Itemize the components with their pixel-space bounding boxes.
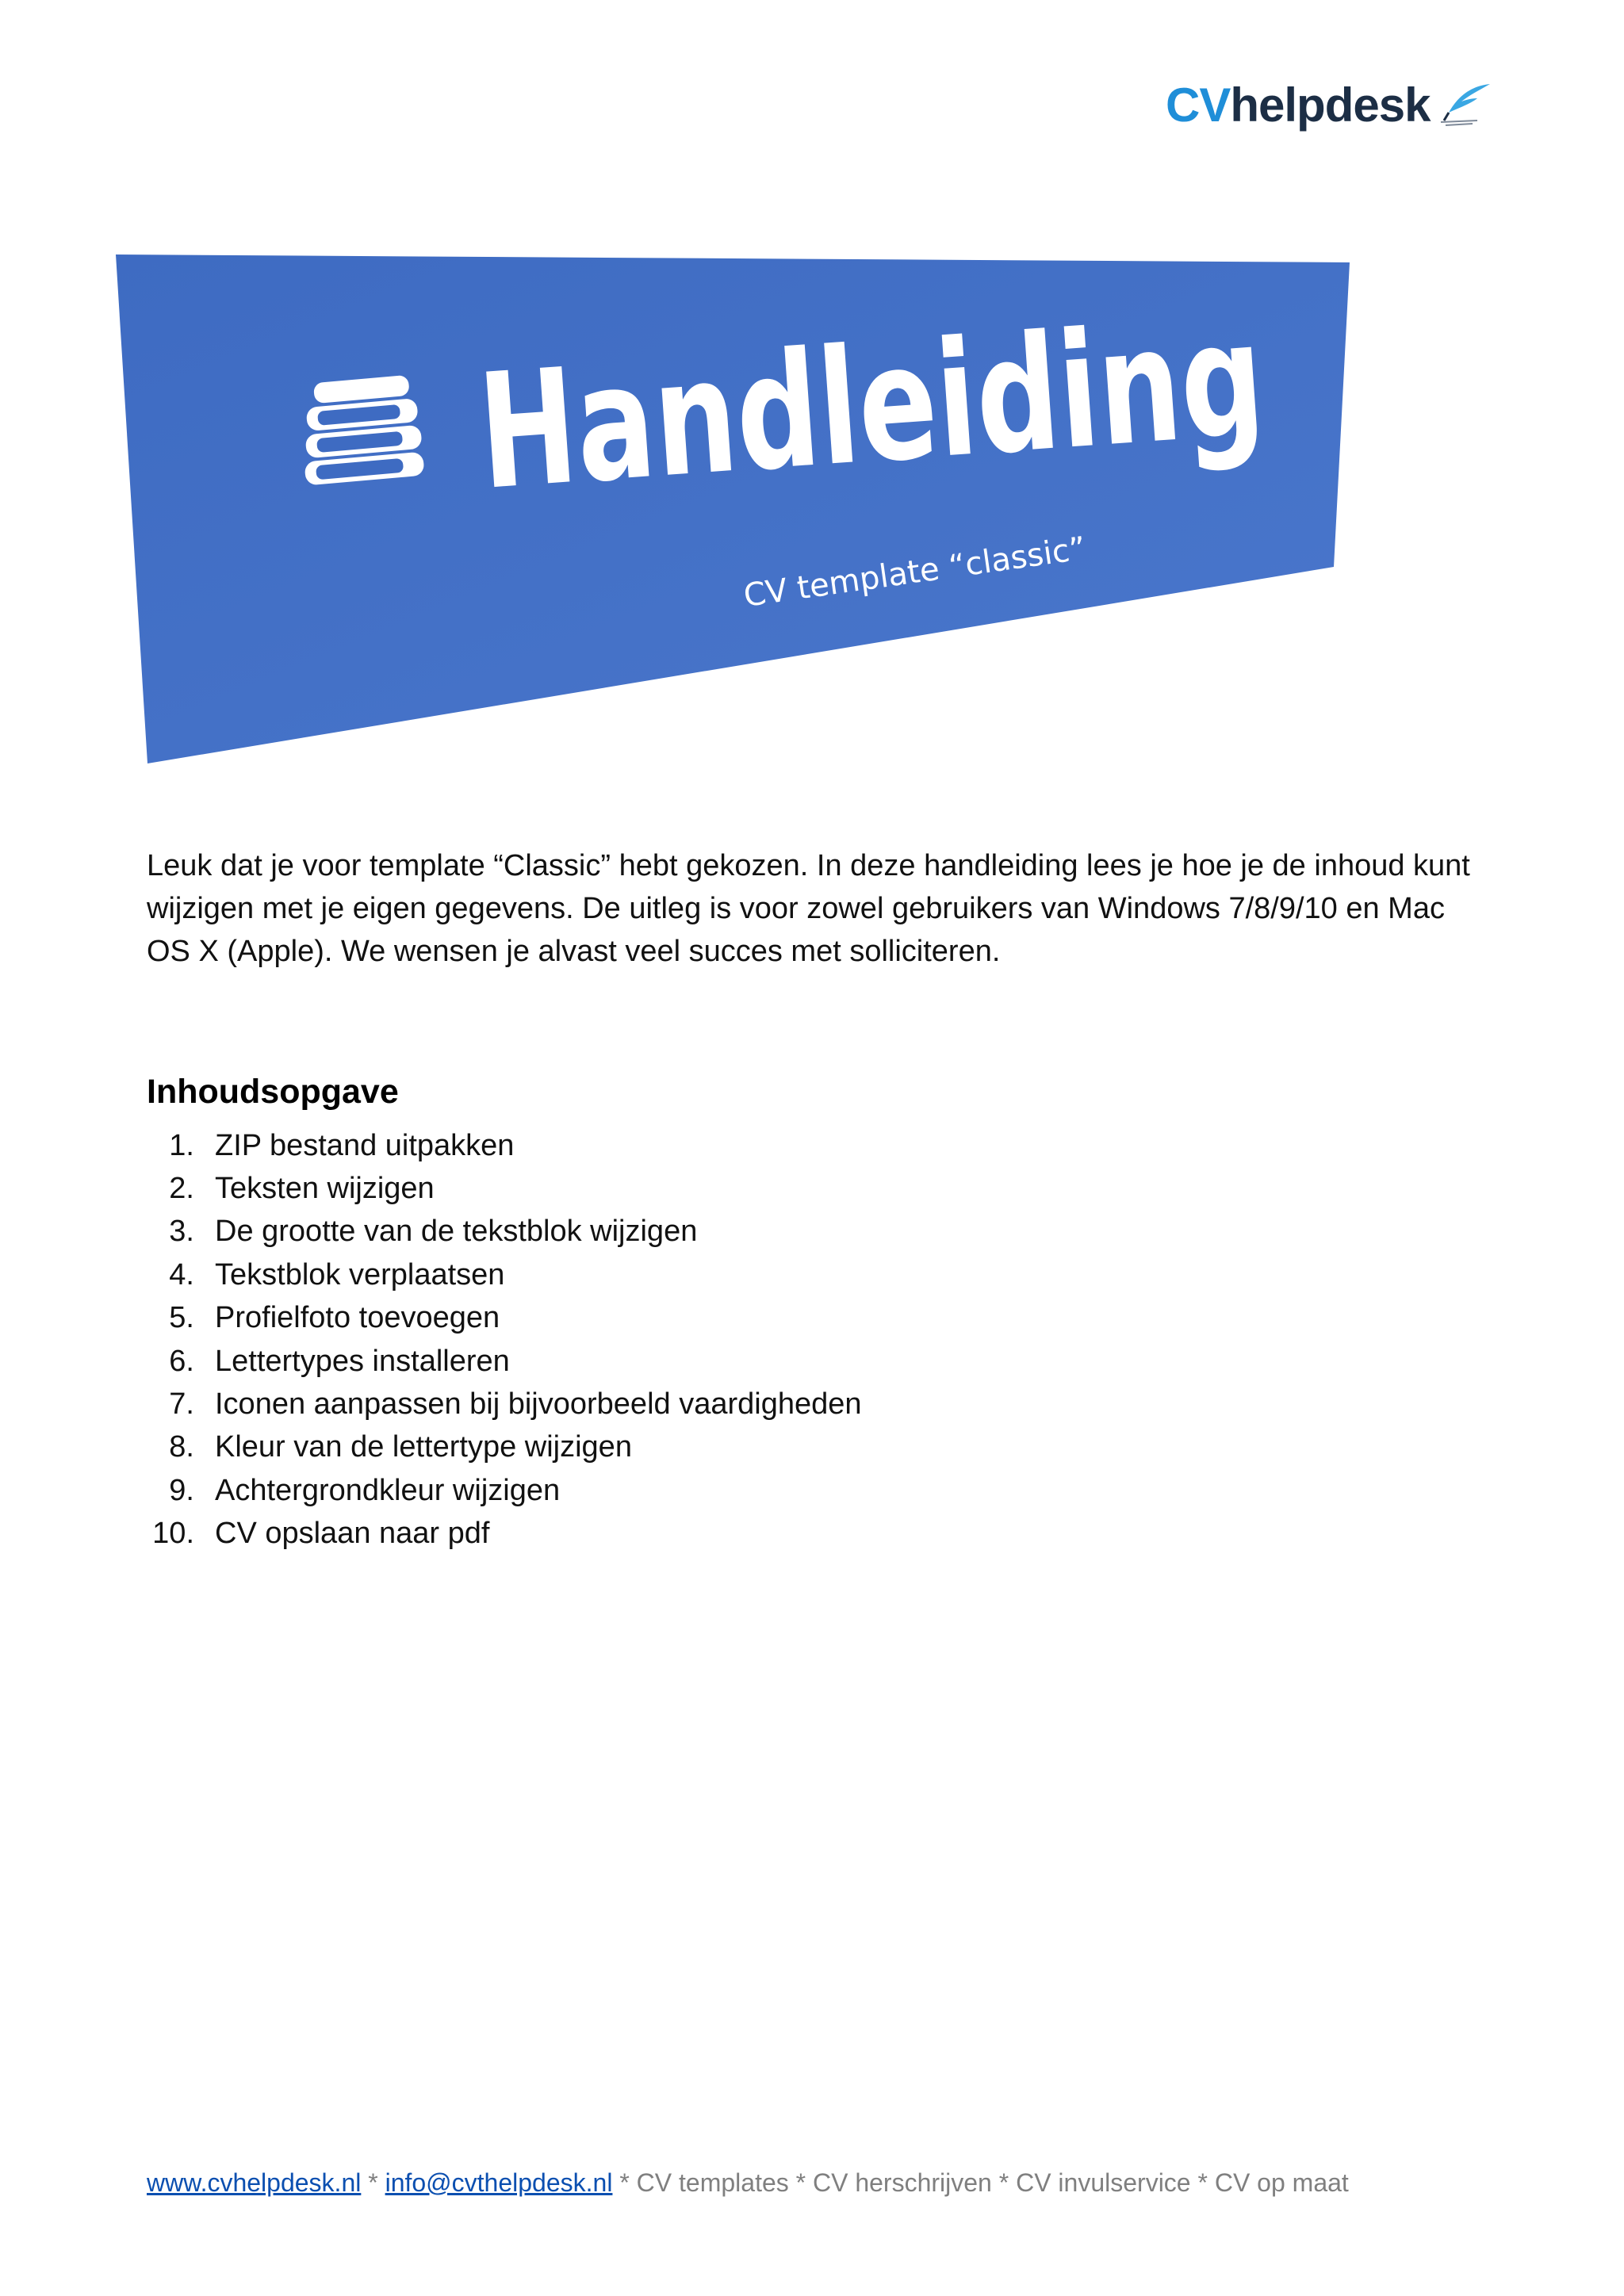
intro-paragraph: Leuk dat je voor template “Classic” hebt gekozen. In deze handleiding lees je hoe je de inhoud kunt wijzigen met je eigen gegevens. De uitleg is voor zowel gebruikers van Windows 7/8/9/10 en Mac OS X (Apple). We wensen je alvast veel succes met solliciteren. xyxy=(147,849,1470,968)
toc-item xyxy=(147,1426,862,1469)
footer-separator: * xyxy=(361,2168,385,2197)
toc-item-number: 1. xyxy=(169,1128,194,1162)
toc-item-label: Iconen aanpassen bij bijvoorbeeld vaardigheden xyxy=(215,1387,862,1422)
brand-logo xyxy=(1166,73,1493,136)
toc-item-number: 3. xyxy=(169,1215,194,1249)
toc-item-label: Achtergrondkleur wijzigen xyxy=(215,1473,561,1507)
brand-name xyxy=(1166,78,1430,132)
toc-item-label: Profielfoto toevoegen xyxy=(215,1301,500,1335)
toc-item-label: De grootte van de tekstblok wijzigen xyxy=(215,1215,698,1249)
toc-item xyxy=(147,1297,862,1340)
banner-title: Handleiding xyxy=(473,266,1561,526)
brand-name-prefix: CV xyxy=(1166,78,1231,132)
toc-item-number: 9. xyxy=(169,1473,194,1507)
toc-item-label: Tekstblok verplaatsen xyxy=(215,1257,505,1292)
toc-item-number: 4. xyxy=(169,1257,194,1292)
handleiding-banner xyxy=(111,250,1561,773)
toc-item-label: CV opslaan naar pdf xyxy=(215,1517,490,1551)
toc-list xyxy=(147,1124,862,1556)
toc-item xyxy=(147,1253,862,1296)
toc-item xyxy=(147,1211,862,1253)
toc-item-label: Lettertypes installeren xyxy=(215,1344,510,1378)
toc-item-number: 10. xyxy=(152,1517,194,1551)
toc-item-label: ZIP bestand uitpakken xyxy=(215,1128,515,1162)
website-link[interactable]: www.cvhelpdesk.nl xyxy=(147,2168,362,2197)
banner-graphic xyxy=(111,250,1561,773)
toc-item xyxy=(147,1469,862,1512)
toc-item-number: 8. xyxy=(169,1430,194,1464)
toc-item-number: 7. xyxy=(169,1387,194,1422)
footer-services: * CV templates * CV herschrijven * CV invulservice * CV op maat xyxy=(612,2168,1349,2197)
brand-name-suffix: helpdesk xyxy=(1230,78,1431,132)
toc-item xyxy=(147,1513,862,1556)
page-footer xyxy=(147,2168,1495,2198)
toc-item-number: 6. xyxy=(169,1344,194,1378)
toc-item xyxy=(147,1383,862,1425)
toc-heading: Inhoudsopgave xyxy=(147,1073,399,1111)
toc-item xyxy=(147,1124,862,1167)
email-link[interactable]: info@cvthelpdesk.nl xyxy=(385,2168,613,2197)
books-stack-icon xyxy=(297,374,425,486)
toc-item-label: Kleur van de lettertype wijzigen xyxy=(215,1430,632,1464)
toc-item xyxy=(147,1167,862,1210)
toc-item-number: 2. xyxy=(169,1172,194,1206)
toc-item xyxy=(147,1340,862,1383)
toc-item-number: 5. xyxy=(169,1301,194,1335)
feather-pen-icon xyxy=(1438,81,1493,128)
banner-subtitle: CV template “classic” xyxy=(741,530,1089,614)
toc-item-label: Teksten wijzigen xyxy=(215,1172,435,1206)
